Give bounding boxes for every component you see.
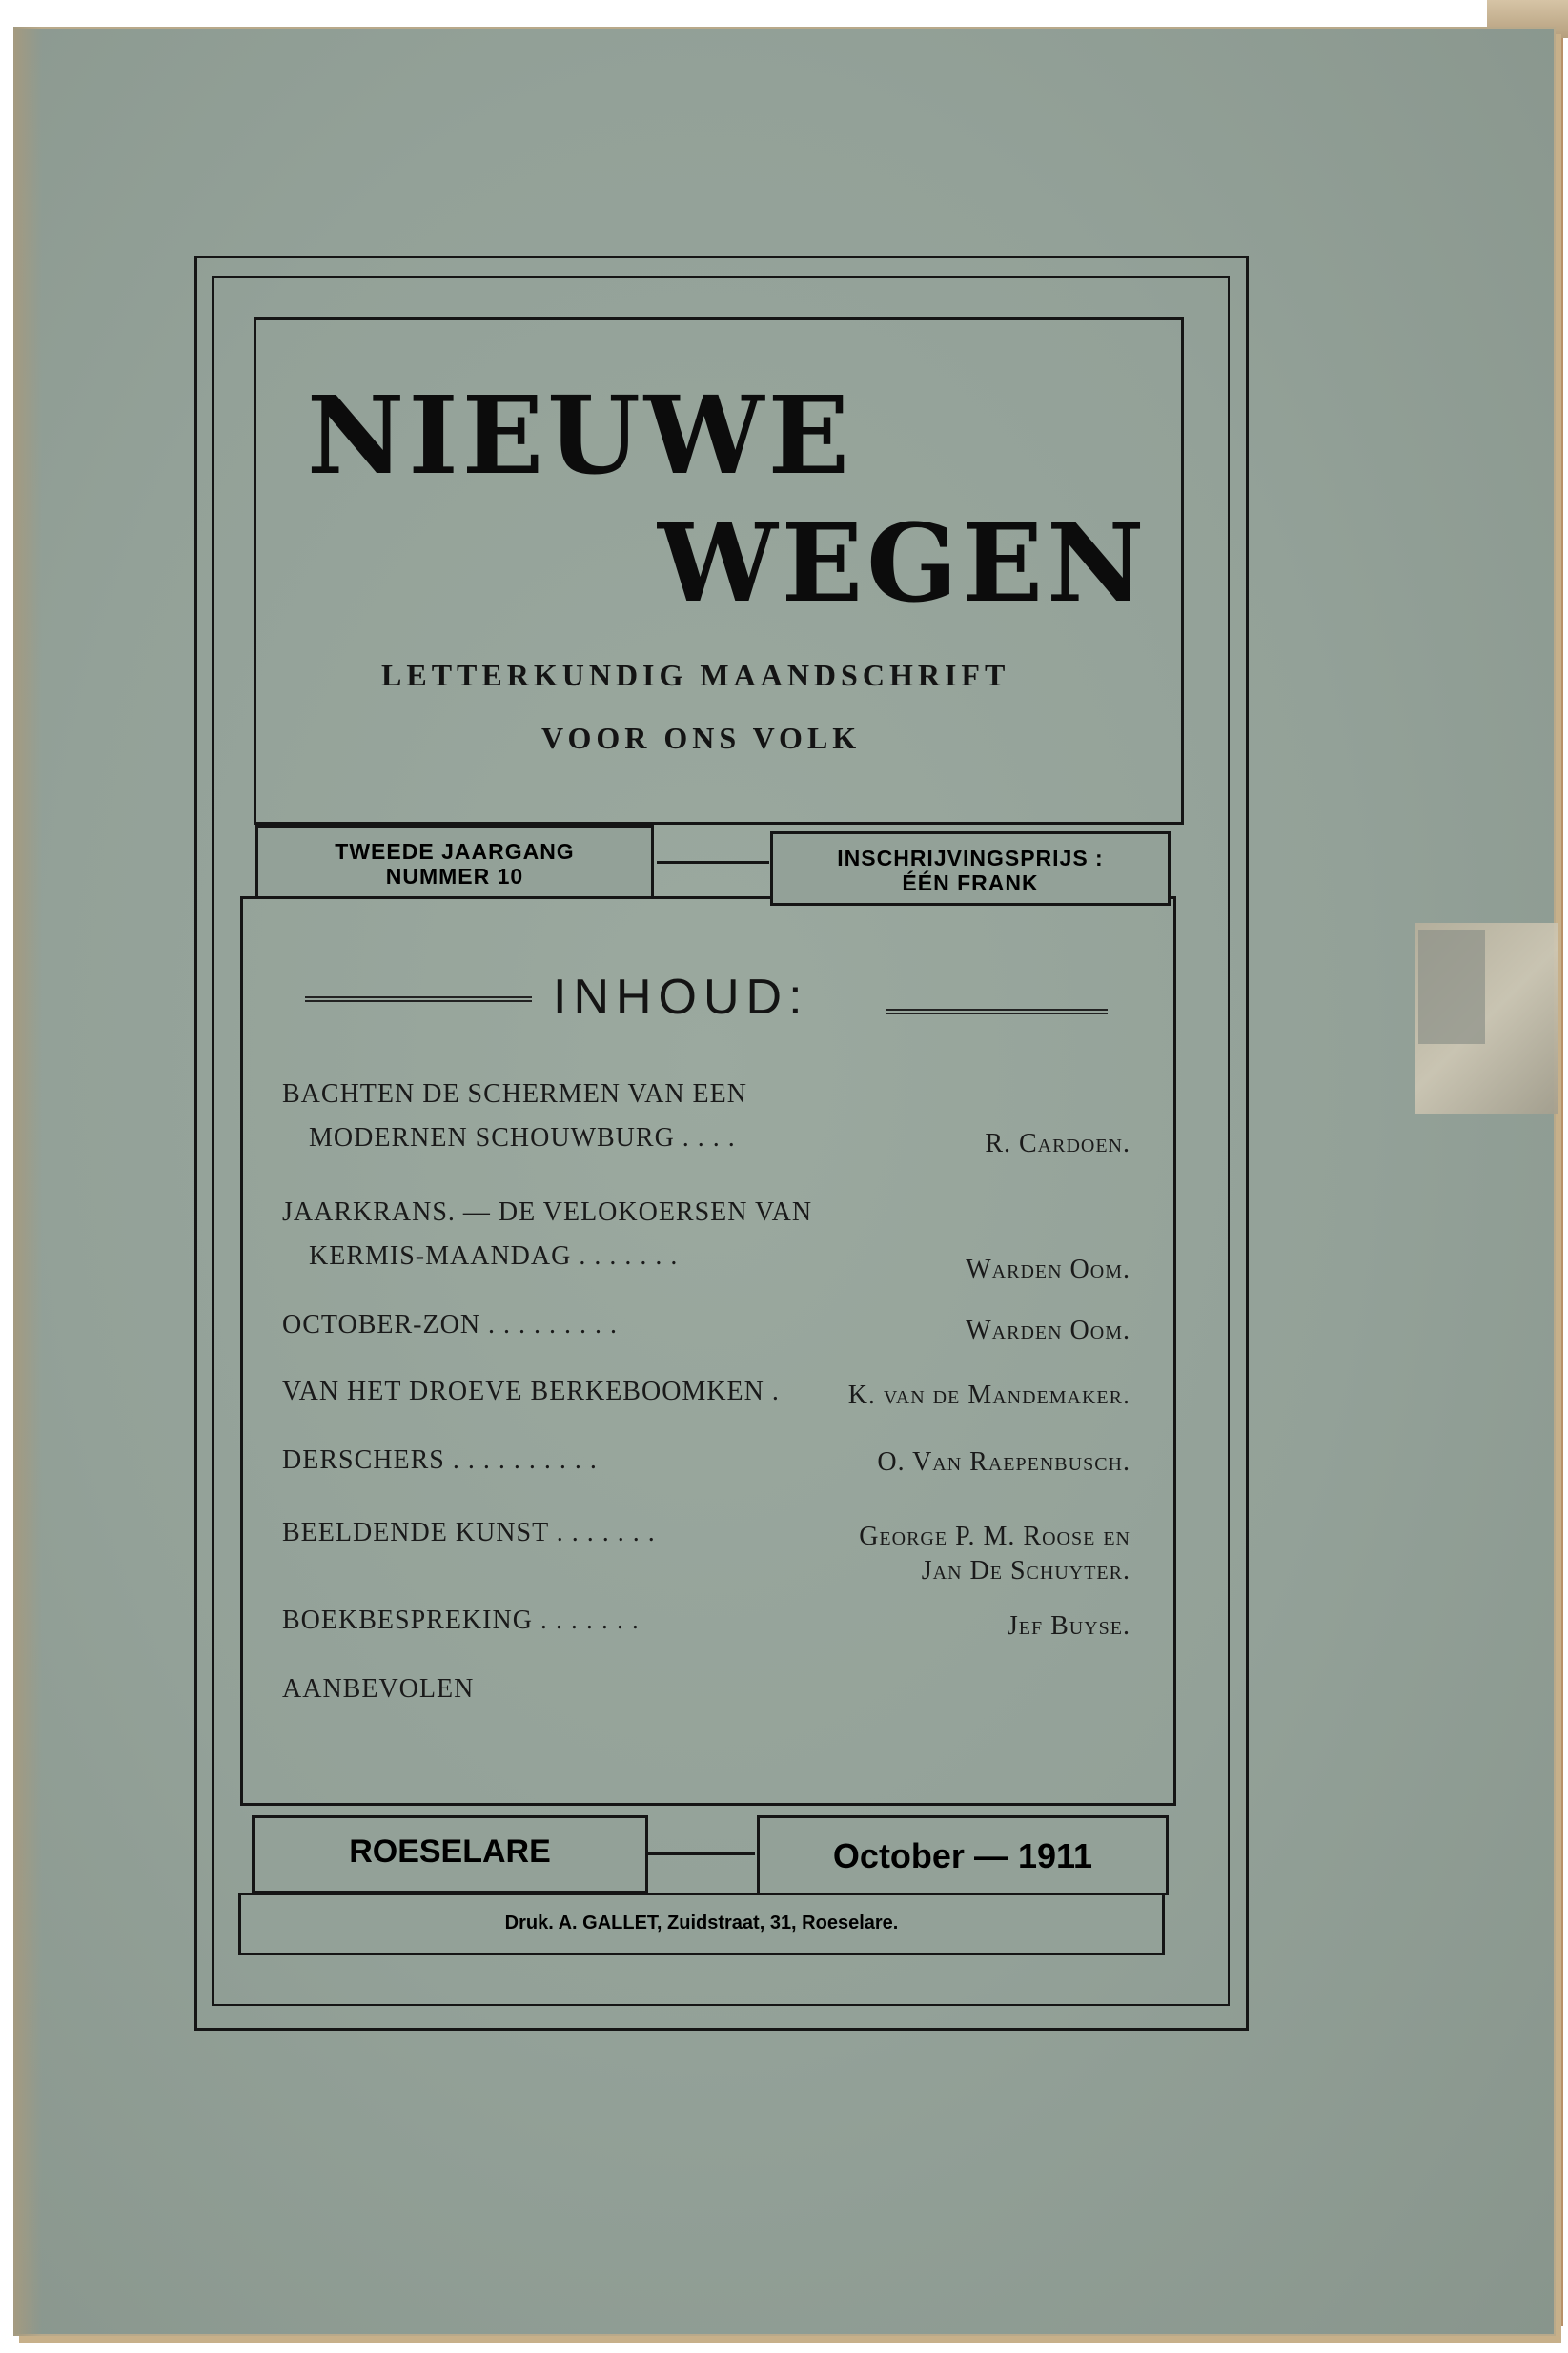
toc-title: AANBEVOLEN bbox=[282, 1674, 475, 1704]
toc-title: BEELDENDE KUNST . . . . . . . bbox=[282, 1518, 656, 1547]
magazine-title-line1: NIEUWE bbox=[307, 374, 853, 499]
price-value: ÉÉN FRANK bbox=[902, 870, 1039, 895]
toc-author: George P. M. Roose en bbox=[859, 1522, 1130, 1551]
connector-line bbox=[645, 1852, 755, 1855]
issue-date: October — 1911 bbox=[757, 1815, 1169, 1895]
toc-author: R. Cardoen. bbox=[985, 1129, 1130, 1158]
issue-number: NUMMER 10 bbox=[385, 864, 524, 889]
price-heading: INSCHRIJVINGSPRIJS : bbox=[837, 846, 1104, 870]
magazine-title-line2: WEGEN bbox=[658, 501, 1149, 626]
toc-author: Jef Buyse. bbox=[1007, 1611, 1130, 1641]
toc-author-second: Jan De Schuyter. bbox=[921, 1556, 1130, 1586]
connector-line bbox=[657, 861, 769, 864]
toc-title: VAN HET DROEVE BERKEBOOMKEN . bbox=[282, 1377, 780, 1406]
toc-title-continued: KERMIS-MAANDAG . . . . . . . bbox=[309, 1241, 679, 1271]
paper-stain bbox=[13, 27, 42, 2336]
subtitle-line1: LETTERKUNDIG MAANDSCHRIFT bbox=[381, 658, 1010, 692]
toc-author: Warden Oom. bbox=[966, 1316, 1130, 1345]
subtitle-line2: VOOR ONS VOLK bbox=[541, 721, 862, 755]
contents-box bbox=[240, 896, 1176, 1806]
toc-title: BACHTEN DE SCHERMEN VAN EEN bbox=[282, 1079, 747, 1109]
issue-label bbox=[255, 825, 654, 899]
heading-rule-left bbox=[305, 996, 532, 1002]
toc-author: K. van de Mandemaker. bbox=[847, 1381, 1130, 1410]
city-label: ROESELARE bbox=[252, 1815, 648, 1893]
toc-title-continued: MODERNEN SCHOUWBURG . . . . bbox=[309, 1123, 736, 1153]
printer-line: Druk. A. GALLET, Zuidstraat, 31, Roeselare. bbox=[238, 1893, 1165, 1955]
toc-title: JAARKRANS. — DE VELOKOERSEN VAN bbox=[282, 1197, 813, 1227]
toc-author: O. Van Raepenbusch. bbox=[877, 1447, 1130, 1477]
toc-author: Warden Oom. bbox=[966, 1255, 1130, 1284]
issue-volume: TWEEDE JAARGANG bbox=[335, 839, 575, 864]
toc-title: BOEKBESPREKING . . . . . . . bbox=[282, 1606, 640, 1635]
postage-stamp-image bbox=[1418, 930, 1485, 1044]
heading-rule-right bbox=[886, 1009, 1108, 1014]
price-label bbox=[770, 831, 1171, 906]
toc-title: DERSCHERS . . . . . . . . . . bbox=[282, 1445, 598, 1475]
contents-heading: INHOUD: bbox=[553, 970, 809, 1025]
toc-title: OCTOBER-ZON . . . . . . . . . bbox=[282, 1310, 619, 1340]
